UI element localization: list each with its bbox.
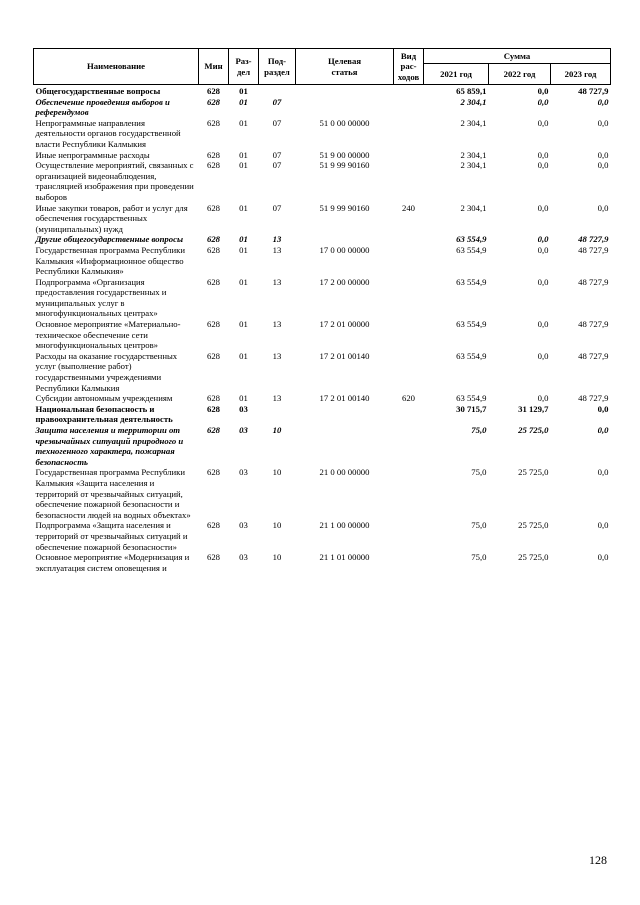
row-sum-2023: 0,0 [597,425,609,435]
row-razdel: 03 [239,520,248,531]
row-sum-2022: 0,0 [537,244,549,255]
row-sum-2022: 0,0 [537,393,549,404]
row-sum-2021: 75,0 [471,520,487,531]
header-2021: 2021 год [424,64,489,85]
row-sum-2022: 0,0 [537,276,549,287]
table-row [34,404,611,425]
row-min: 628 [206,96,221,107]
row-name: Обеспечение проведения выборов и референдумов [35,96,170,118]
header-target: Целевая статья [296,49,394,85]
row-sum-2022: 0,0 [537,350,549,361]
table-row [34,277,611,319]
row-min: 628 [206,160,221,171]
row-sum-2023: 48 727,9 [578,244,609,255]
row-vid: 240 [401,202,416,213]
row-vid [394,351,424,393]
row-sum-2023: 48 727,9 [578,234,609,245]
row-sum-2022: 0,0 [537,117,549,128]
row-target: 21 1 01 00000 [319,552,370,563]
row-sum-2022: 25 725,0 [518,520,549,531]
row-podrazdel: 10 [272,552,282,563]
row-sum-2023: 0,0 [597,403,609,414]
row-target: 21 0 00 00000 [319,467,370,478]
row-target: 17 2 00 00000 [319,276,370,287]
row-min: 628 [206,552,221,563]
row-podrazdel: 13 [272,234,282,245]
row-razdel: 01 [239,276,248,287]
row-min: 628 [206,319,221,330]
row-sum-2023: 0,0 [597,202,609,213]
row-name: Общегосударственные вопросы [35,86,161,96]
row-razdel: 01 [239,86,248,96]
table-row [34,351,611,393]
row-vid [394,85,424,97]
row-vid: 620 [401,393,416,404]
table-body [34,85,611,574]
table-row [34,425,611,467]
row-name: Защита населения и территории от чрезвычайных ситуаций природного и техногенного характера, пожарная безопасность [35,425,184,467]
row-name: Национальная безопасность и правоохранительная деятельность [35,403,173,425]
table-row [34,245,611,277]
row-sum-2022: 0,0 [537,96,549,107]
row-vid [394,520,424,552]
row-target: 17 2 01 00140 [319,350,370,361]
row-min: 628 [206,244,221,255]
row-target: 51 9 00 00000 [319,149,370,160]
row-sum-2022: 0,0 [537,149,549,160]
row-min: 628 [206,117,221,128]
row-podrazdel: 13 [272,319,282,330]
row-target: 51 9 99 90160 [319,202,370,213]
row-sum-2023: 48 727,9 [578,350,609,361]
row-min: 628 [206,393,221,404]
table-header [34,49,611,85]
row-sum-2022: 25 725,0 [518,552,549,563]
row-min: 628 [206,403,221,414]
row-razdel: 01 [239,117,248,128]
row-razdel: 01 [239,96,248,107]
row-sum-2022: 0,0 [537,86,549,96]
row-name: Государственная программа Республики Калмыкия «Информационное общество Республики Калмыкия» [35,244,186,277]
row-vid [394,160,424,202]
row-target [296,425,394,467]
row-podrazdel: 07 [272,149,282,160]
table-row [34,97,611,118]
table-row [34,393,611,404]
row-vid [394,404,424,425]
row-podrazdel: 10 [272,520,282,531]
row-min: 628 [206,520,221,531]
row-target [296,97,394,118]
row-name: Основное мероприятие «Материально-техническое обеспечение сети многофункциональных центров» [35,319,181,351]
row-sum-2023: 48 727,9 [578,86,609,96]
row-sum-2021: 75,0 [471,425,487,435]
row-sum-2022: 25 725,0 [518,467,549,478]
row-sum-2021: 30 715,7 [456,403,487,414]
row-sum-2022: 25 725,0 [518,425,549,435]
row-sum-2021: 63 554,9 [456,319,487,330]
row-podrazdel: 07 [272,160,282,171]
row-target: 17 0 00 00000 [319,244,370,255]
table-row [34,160,611,202]
row-podrazdel: 13 [272,276,282,287]
row-podrazdel: 10 [272,467,282,478]
row-name: Подпрограмма «Защита населения и территорий от чрезвычайных ситуаций и обеспечение пожарной безопасности» [35,520,188,552]
row-sum-2023: 0,0 [597,117,609,128]
row-razdel: 01 [239,234,248,245]
row-razdel: 01 [239,244,248,255]
row-sum-2023: 0,0 [597,520,609,531]
row-name: Основное мероприятие «Модернизация и эксплуатация систем оповещения и [35,552,190,573]
row-sum-2022: 0,0 [537,234,549,245]
row-target [296,85,394,97]
header-2022: 2022 год [489,64,551,85]
row-vid [394,467,424,520]
row-vid [394,150,424,161]
row-sum-2021: 65 859,1 [456,86,487,96]
row-vid [394,234,424,245]
row-sum-2023: 0,0 [597,96,609,107]
budget-document [33,48,610,573]
table-row [34,552,611,573]
row-sum-2021: 2 304,1 [460,202,487,213]
row-target: 51 9 99 90160 [319,160,370,171]
row-sum-2021: 63 554,9 [456,234,487,245]
row-vid [394,277,424,319]
row-razdel: 01 [239,202,248,213]
row-razdel: 01 [239,160,248,171]
row-sum-2021: 63 554,9 [456,393,487,404]
header-min: Мин [199,49,229,85]
row-razdel: 03 [239,467,248,478]
table-row [34,467,611,520]
row-sum-2022: 0,0 [537,319,549,330]
header-razdel: Раз- дел [229,49,259,85]
row-sum-2022: 0,0 [537,202,549,213]
header-2023: 2023 год [551,64,611,85]
row-name: Осуществление мероприятий, связанных с организацией видеонаблюдения, трансляцией изображения при проведении выборов [35,160,194,202]
row-min: 628 [206,467,221,478]
row-podrazdel [259,404,296,425]
row-razdel: 01 [239,350,248,361]
row-min: 628 [206,350,221,361]
row-target: 17 2 01 00140 [319,393,370,404]
row-target [296,234,394,245]
row-podrazdel: 13 [272,350,282,361]
header-vid: Вид рас- ходов [394,49,424,85]
row-razdel: 03 [239,425,248,435]
budget-table [33,48,611,573]
row-target: 17 2 01 00000 [319,319,370,330]
header-name: Наименование [34,49,199,85]
row-vid [394,118,424,150]
row-sum-2023: 0,0 [597,149,609,160]
row-sum-2021: 2 304,1 [460,160,487,171]
row-vid [394,97,424,118]
row-podrazdel: 07 [272,96,282,107]
row-sum-2023: 48 727,9 [578,319,609,330]
row-sum-2023: 0,0 [597,160,609,171]
row-podrazdel: 07 [272,202,282,213]
row-sum-2021: 2 304,1 [460,149,487,160]
row-min: 628 [206,86,221,96]
row-sum-2021: 63 554,9 [456,350,487,361]
row-razdel: 03 [239,403,248,414]
row-name: Непрограммные направления деятельности органов государственной власти Республики Калмыкия [35,117,181,149]
row-sum-2023: 48 727,9 [578,393,609,404]
row-min: 628 [206,202,221,213]
row-target [296,404,394,425]
row-min: 628 [206,149,221,160]
header-sum: Сумма [424,49,611,64]
row-sum-2021: 2 304,1 [460,117,487,128]
row-min: 628 [206,276,221,287]
row-sum-2021: 63 554,9 [456,244,487,255]
row-podrazdel [259,85,296,97]
table-row [34,85,611,97]
row-vid [394,245,424,277]
row-target: 21 1 00 00000 [319,520,370,531]
row-sum-2023: 0,0 [597,552,609,563]
row-podrazdel: 13 [272,393,282,404]
row-min: 628 [206,234,221,245]
row-name: Субсидии автономным учреждениям [35,393,173,404]
table-row [34,234,611,245]
row-sum-2021: 2 304,1 [460,96,487,107]
row-sum-2023: 0,0 [597,467,609,478]
row-name: Другие общегосударственные вопросы [35,234,183,245]
row-sum-2021: 75,0 [471,467,487,478]
row-razdel: 03 [239,552,248,563]
row-sum-2021: 63 554,9 [456,276,487,287]
row-min: 628 [206,425,221,435]
row-sum-2022: 0,0 [537,160,549,171]
row-podrazdel: 13 [272,244,282,255]
table-row [34,150,611,161]
row-name: Подпрограмма «Организация предоставления государственных и муниципальных услуг в многофункциональных центрах» [35,276,167,319]
row-name: Иные закупки товаров, работ и услуг для обеспечения государственных (муниципальных) нужд [35,202,188,234]
row-razdel: 01 [239,319,248,330]
table-row [34,118,611,150]
row-razdel: 01 [239,149,248,160]
row-podrazdel: 10 [272,425,282,435]
row-sum-2023: 48 727,9 [578,276,609,287]
table-row [34,319,611,351]
row-target: 51 0 00 00000 [319,117,370,128]
row-sum-2022: 31 129,7 [518,403,549,414]
row-vid [394,552,424,573]
row-vid [394,425,424,467]
row-razdel: 01 [239,393,248,404]
row-podrazdel: 07 [272,117,282,128]
row-name: Иные непрограммные расходы [35,149,150,160]
header-podrazdel: Под- раздел [259,49,296,85]
row-name: Расходы на оказание государственных услуг (выполнение работ) государственными учреждениями Республики Калмыкия [35,350,178,393]
row-name: Государственная программа Республики Калмыкия «Защита населения и территорий от чрезвычайных ситуаций, обеспечение пожарной безопасности и безопасности людей на водных объектах» [35,467,191,520]
row-sum-2021: 75,0 [471,552,487,563]
table-row [34,203,611,235]
row-vid [394,319,424,351]
page-number: 128 [589,853,607,867]
table-row [34,520,611,552]
